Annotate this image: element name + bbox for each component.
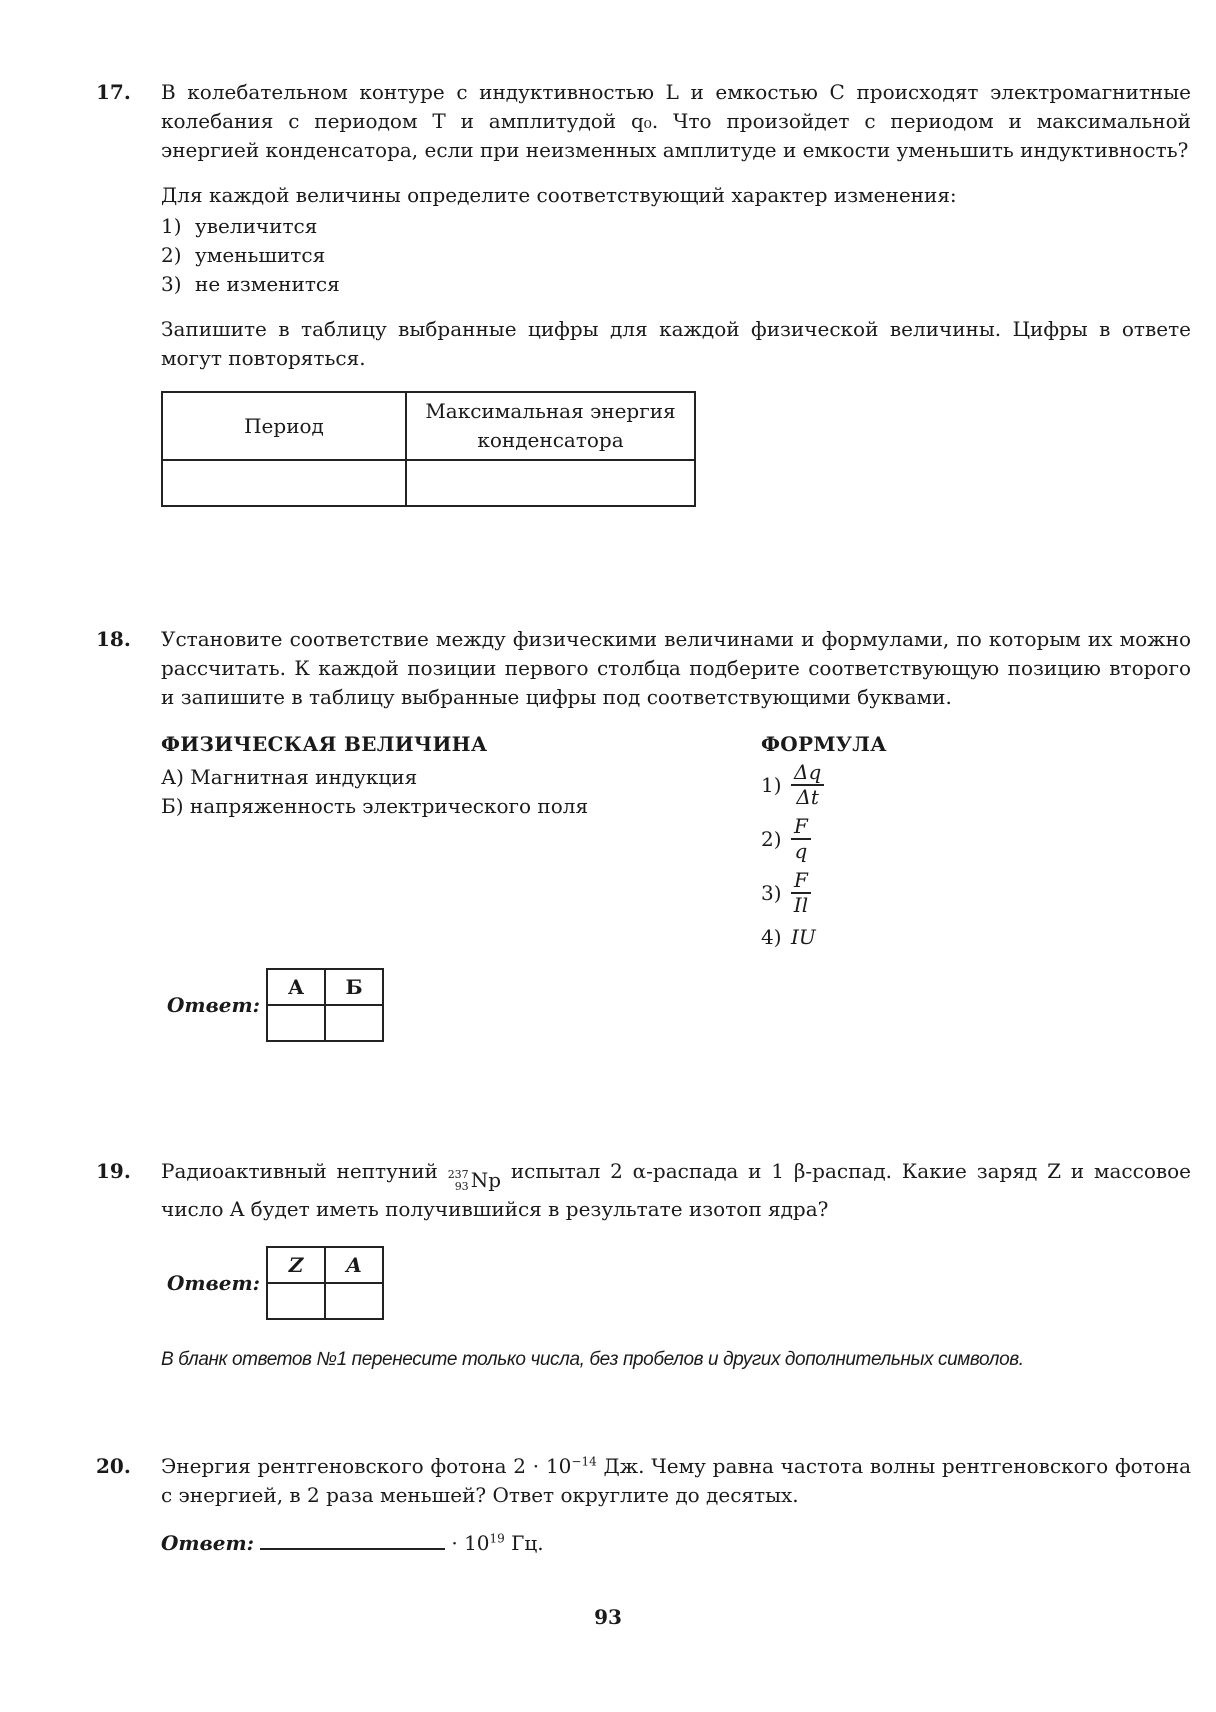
option-item: 2) уменьшится — [161, 243, 326, 267]
task-17-table-instruction: Запишите в таблицу выбранные цифры для каждой физической величины. Цифры в ответе могут повторяться. — [161, 317, 1191, 370]
table-header: Период — [162, 392, 406, 460]
formula-list — [761, 761, 1191, 952]
task-number: 17. — [96, 80, 131, 104]
formula-item: 4) IU — [761, 925, 816, 949]
option-item: 3) не изменится — [161, 272, 340, 296]
isotope-notation: 237 93 Np — [447, 1168, 501, 1193]
quantity-list — [161, 763, 761, 821]
answer-unit: · $10^{19}$ Гц. — [451, 1531, 544, 1555]
task-17 — [96, 78, 1191, 507]
option-item: 1) увеличится — [161, 214, 318, 238]
answer-block — [167, 1246, 1191, 1320]
formula-item: 3) $\frac{F}{Il}$ — [761, 869, 1191, 917]
quantity-item: А) Магнитная индукция — [161, 765, 418, 789]
answer-block — [167, 968, 1191, 1042]
task-19-text: Радиоактивный нептуний 237 93 Np испытал 2 α-распада и 1 β-распад. Какие заряд Z и массовое число A будет иметь получившийся в результате изотоп ядра? — [161, 1159, 1192, 1222]
task-number: 19. — [96, 1159, 131, 1183]
task-18-text: Установите соответствие между физическими величинами и формулами, по которым их можно рассчитать. К каждой позиции первого столбца подберите соответствующую позицию второго и запишите в таблицу выбранные цифры под соответствующими буквами. — [161, 627, 1191, 709]
fraction: $\frac{F}{Il}$ — [791, 869, 811, 917]
answer-label: Ответ: — [167, 992, 260, 1017]
column-heading: ФИЗИЧЕСКАЯ ВЕЛИЧИНА — [161, 732, 488, 756]
page-number: 93 — [594, 1605, 622, 1629]
task-number: 18. — [96, 627, 131, 651]
answer-cell[interactable] — [406, 460, 695, 506]
answer-table — [161, 391, 696, 507]
answer-cell[interactable] — [325, 1005, 383, 1041]
task-17-instruction: Для каждой величины определите соответствующий характер изменения: — [161, 183, 957, 207]
task-20 — [96, 1452, 1191, 1558]
answer-cell[interactable] — [325, 1283, 383, 1319]
fraction: $\frac{F}{q}$ — [791, 815, 811, 863]
answer-cell[interactable] — [267, 1283, 325, 1319]
table-header: А — [267, 969, 325, 1005]
answer-label: Ответ: — [167, 1270, 260, 1295]
table-header: Б — [325, 969, 383, 1005]
task-19 — [96, 1157, 1191, 1374]
table-header: Максимальная энергия конденсатора — [406, 392, 695, 460]
answer-table — [266, 1246, 384, 1320]
answer-cell[interactable] — [162, 460, 406, 506]
answer-cell[interactable] — [267, 1005, 325, 1041]
column-heading: ФОРМУЛА — [761, 732, 887, 756]
answer-blank[interactable] — [260, 1528, 445, 1550]
table-header: A — [325, 1247, 383, 1283]
task-20-text: Энергия рентгеновского фотона $2 \cdot 10^{-14}$ Дж. Чему равна частота волны рентгеновского фотона с энергией, в 2 раза меньшей? Ответ округлите до десятых. — [161, 1454, 1191, 1507]
formula-item: 2) $\frac{F}{q}$ — [761, 815, 1191, 863]
table-header: Z — [267, 1247, 325, 1283]
quantity-item: Б) напряженность электрического поля — [161, 794, 589, 818]
options-list — [161, 212, 1191, 299]
transfer-note: В бланк ответов №1 перенесите только числа, без пробелов и других дополнительных символов. — [161, 1349, 1024, 1371]
task-17-text: В колебательном контуре с индуктивностью L и емкостью C происходят электромагнитные колебания с периодом T и амплитудой q₀. Что произойдет с периодом и максимальной энергией конденсатора, если при неизменных амплитуде и емкости уменьшить индуктивность? — [161, 80, 1191, 162]
answer-label: Ответ: — [161, 1531, 254, 1555]
formula-item: 1) $\frac{\Delta q}{\Delta t}$ — [761, 761, 1191, 809]
fraction: $\frac{\Delta q}{\Delta t}$ — [791, 761, 824, 809]
task-18 — [96, 625, 1191, 1042]
answer-table — [266, 968, 384, 1042]
answer-line — [161, 1528, 1191, 1558]
task-number: 20. — [96, 1454, 131, 1478]
